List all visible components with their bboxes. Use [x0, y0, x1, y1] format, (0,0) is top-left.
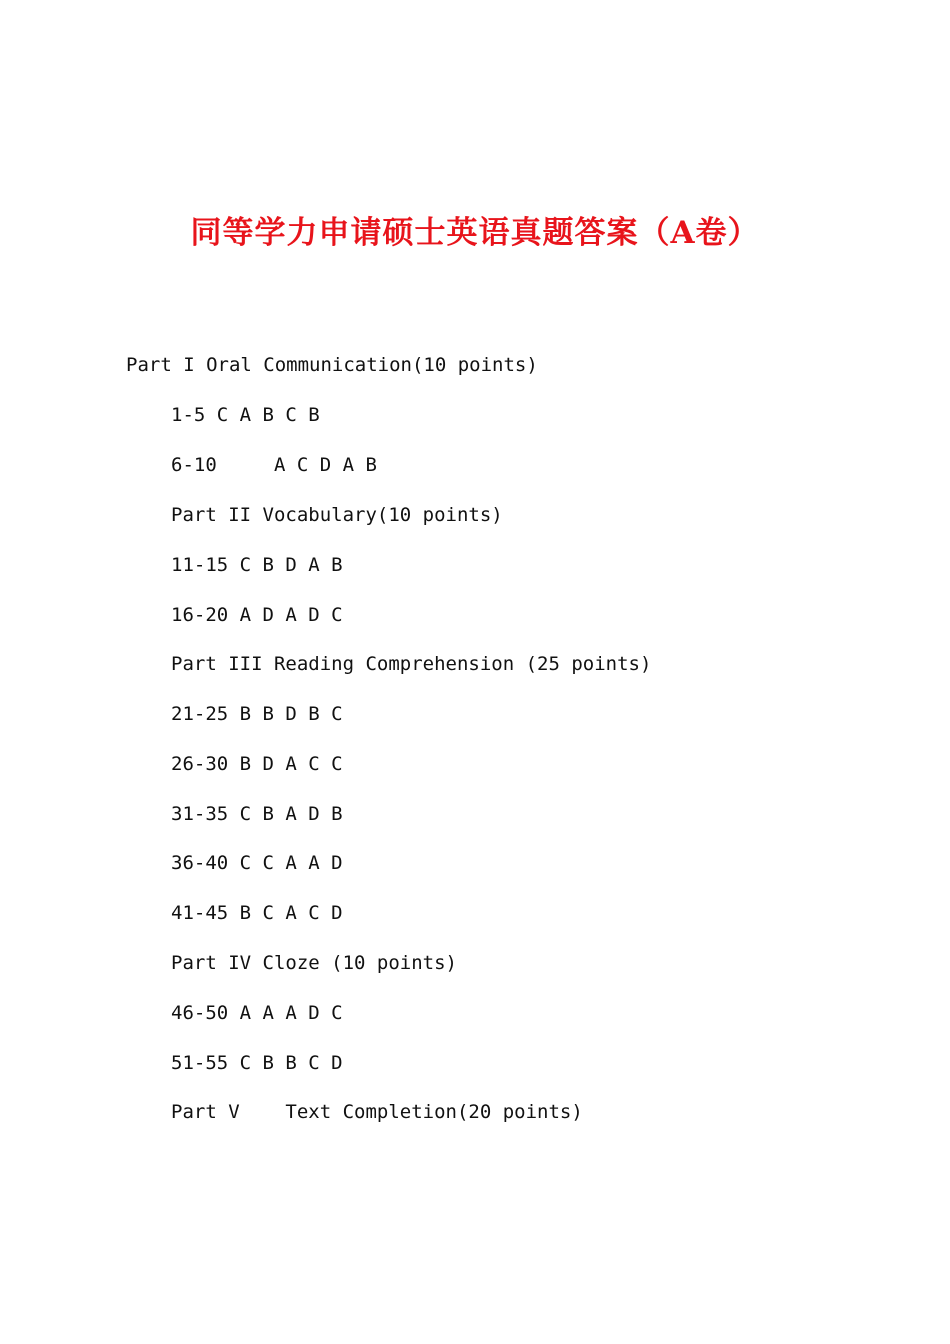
answer-line: 41-45 B C A C D: [171, 902, 343, 924]
section-heading-part-5: Part V Text Completion(20 points): [171, 1101, 583, 1123]
answer-line: 51-55 C B B C D: [171, 1052, 343, 1074]
answer-line: 6-10 A C D A B: [171, 454, 377, 476]
answer-line: 21-25 B B D B C: [171, 703, 343, 725]
answer-line: 16-20 A D A D C: [171, 604, 343, 626]
section-heading-part-1: Part I Oral Communication(10 points): [126, 354, 538, 376]
answer-line: 11-15 C B D A B: [171, 554, 343, 576]
document-title: 同等学力申请硕士英语真题答案（A卷）: [190, 215, 760, 251]
section-heading-part-2: Part II Vocabulary(10 points): [171, 504, 503, 526]
answer-line: 1-5 C A B C B: [171, 404, 320, 426]
answer-line: 26-30 B D A C C: [171, 753, 343, 775]
section-heading-part-3: Part III Reading Comprehension (25 points): [171, 653, 652, 675]
answer-line: 46-50 A A A D C: [171, 1002, 343, 1024]
answer-line: 31-35 C B A D B: [171, 803, 343, 825]
section-heading-part-4: Part IV Cloze (10 points): [171, 952, 457, 974]
answer-line: 36-40 C C A A D: [171, 852, 343, 874]
